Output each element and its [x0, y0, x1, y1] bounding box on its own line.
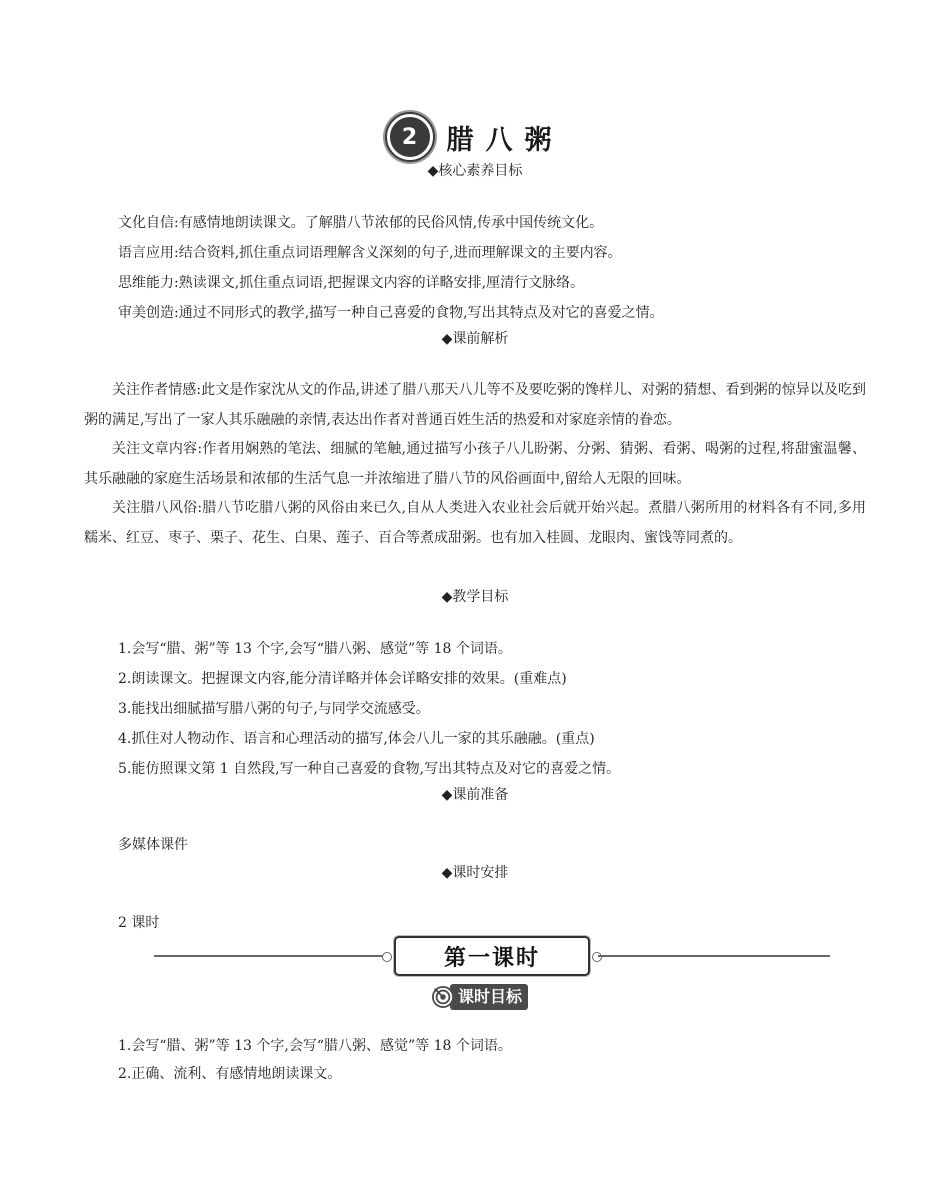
- period-goal-label: 课时目标: [450, 984, 528, 1010]
- analysis-paragraph: 关注作者情感:此文是作家沈从文的作品,讲述了腊八那天八儿等不及要吃粥的馋样儿、对粥的猜想、看到粥的惊异以及吃到粥的满足,写出了一家人其乐融融的亲情,表达出作者对普通百姓生活的热爱和对家庭亲情的眷恋。: [84, 382, 866, 428]
- period-goal-tag: [432, 984, 528, 1010]
- analysis-heading: ◆课前解析: [441, 331, 509, 347]
- banner-dot-right: [592, 952, 602, 962]
- period-goal-item: 1.会写“腊、粥”等 13 个字,会写“腊八粥、感觉”等 18 个词语。: [118, 1038, 512, 1054]
- teaching-goals-list: [118, 634, 858, 784]
- analysis-paragraph: 关注腊八风俗:腊八节吃腊八粥的风俗由来已久,自从人类进入农业社会后就开始兴起。煮腊八粥所用的材料各有不同,多用糯米、红豆、枣子、栗子、花生、白果、莲子、百合等煮成甜粥。也有加入桂圆、龙眼肉、蜜饯等同煮的。: [84, 500, 866, 546]
- core-goals-list: [118, 208, 838, 328]
- analysis-paragraph: 关注文章内容:作者用娴熟的笔法、细腻的笔触,通过描写小孩子八儿盼粥、分粥、猜粥、看粥、喝粥的过程,将甜蜜温馨、其乐融融的家庭生活场景和浓郁的生活气息一并浓缩进了腊八节的风俗画面中,留给人无限的回味。: [84, 441, 866, 487]
- lesson-title-row: [0, 116, 950, 158]
- period-banner: [154, 936, 830, 976]
- analysis-section: [84, 376, 866, 553]
- teaching-goal-item: 1.会写“腊、粥”等 13 个字,会写“腊八粥、感觉”等 18 个词语。: [118, 641, 512, 657]
- core-goal-item: 审美创造:通过不同形式的教学,描写一种自己喜爱的食物,写出其特点及对它的喜爱之情。: [118, 305, 664, 321]
- teaching-goals-heading: ◆教学目标: [441, 589, 509, 605]
- target-icon: [432, 986, 454, 1008]
- teaching-goal-item: 5.能仿照课文第 1 自然段,写一种自己喜爱的食物,写出其特点及对它的喜爱之情。: [118, 761, 621, 777]
- schedule-text: 2 课时: [118, 915, 160, 931]
- schedule-heading: ◆课时安排: [441, 865, 509, 881]
- lesson-number-badge: 2: [387, 114, 433, 160]
- banner-rule-right: [598, 955, 830, 957]
- period-goal-item: 2.正确、流利、有感情地朗读课文。: [118, 1066, 342, 1082]
- banner-rule-left: [154, 955, 386, 957]
- teaching-goal-item: 4.抓住对人物动作、语言和心理活动的描写,体会八儿一家的其乐融融。(重点): [118, 731, 595, 747]
- core-goals-heading: ◆核心素养目标: [427, 163, 523, 179]
- lesson-title: 腊八粥: [446, 124, 564, 156]
- core-goal-item: 语言应用:结合资料,抓住重点词语理解含义深刻的句子,进而理解课文的主要内容。: [118, 245, 622, 261]
- core-goal-item: 思维能力:熟读课文,抓住重点词语,把握课文内容的详略安排,厘清行文脉络。: [118, 275, 585, 291]
- core-goal-item: 文化自信:有感情地朗读课文。了解腊八节浓郁的民俗风情,传承中国传统文化。: [118, 215, 604, 231]
- preparation-text: 多媒体课件: [118, 837, 188, 853]
- preparation-heading: ◆课前准备: [441, 787, 509, 803]
- teaching-goal-item: 2.朗读课文。把握课文内容,能分清详略并体会详略安排的效果。(重难点): [118, 671, 567, 687]
- period-goals-list: [118, 1032, 858, 1088]
- banner-dot-left: [382, 952, 392, 962]
- period-title: 第一课时: [394, 936, 590, 976]
- teaching-goal-item: 3.能找出细腻描写腊八粥的句子,与同学交流感受。: [118, 701, 430, 717]
